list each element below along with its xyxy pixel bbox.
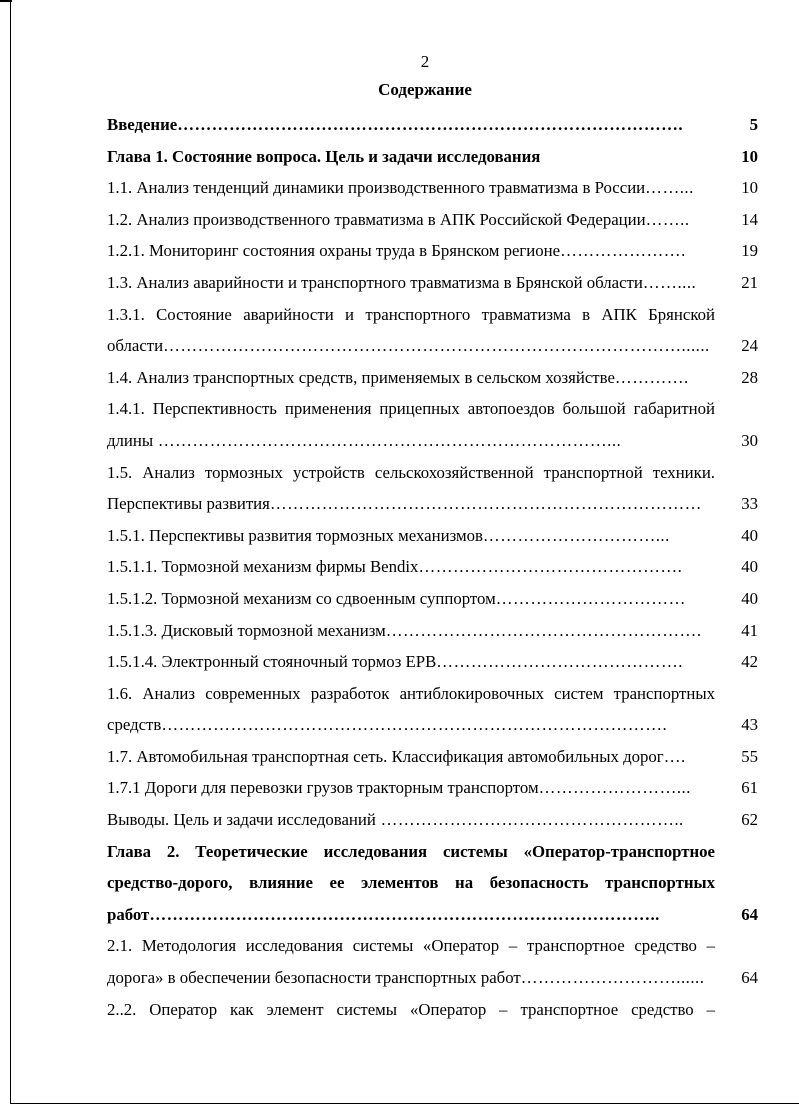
toc-entry-text: 1.5.1.2. Тормозной механизм со сдвоенным суппортом xyxy=(107,588,496,608)
toc-leader-dots: ……………………………………………………………………... xyxy=(153,430,622,450)
toc-entry xyxy=(107,205,758,237)
toc-leader-dots: …………………. xyxy=(560,241,686,261)
toc-entry-text: 1.5.1.3. Дисковый тормозной механизм xyxy=(107,620,386,640)
toc-entry-line xyxy=(107,684,715,704)
toc-entry-text: средств xyxy=(107,715,162,735)
toc-entry-line xyxy=(107,241,715,261)
toc-page-number: 10 xyxy=(741,146,758,166)
toc-entry-text: Глава 1. Состояние вопроса. Цель и задачи исследования xyxy=(107,146,541,166)
toc-entry-text: 1.3. Анализ аварийности и транспортного травматизма в Брянской области xyxy=(107,272,643,292)
toc-entry-text: длины xyxy=(107,430,154,450)
toc-entry-text: 1.4.1. Перспективность применения прицепных автопоездов большой габаритной xyxy=(107,399,715,419)
frame-left-border xyxy=(10,0,11,1104)
toc-page-number: 42 xyxy=(741,652,758,672)
toc-page-number: 41 xyxy=(741,620,758,640)
toc-entry xyxy=(107,268,758,300)
toc-entry xyxy=(107,742,758,774)
toc-entry-text: Выводы. Цель и задачи исследований xyxy=(107,810,376,830)
toc-entry xyxy=(107,837,758,869)
toc-entry-line xyxy=(107,873,715,893)
toc-entry-line xyxy=(107,273,715,293)
toc-entry-line xyxy=(107,842,715,862)
toc-entry-line xyxy=(107,589,715,609)
toc-entry-text: 1.1. Анализ тенденций динамики производственного травматизма в России xyxy=(107,178,646,198)
toc-page-number: 5 xyxy=(749,115,758,134)
toc-entry-line xyxy=(107,210,715,230)
toc-entry xyxy=(107,963,758,995)
toc-entry-line xyxy=(107,557,715,577)
toc-page-number: 33 xyxy=(741,494,758,514)
toc-entry xyxy=(107,552,758,584)
toc-leader-dots: ………………………………………………………………………………...... xyxy=(163,336,710,356)
toc-entry xyxy=(107,868,758,900)
toc-entry-line xyxy=(107,368,715,388)
toc-leader-dots: ………………………………………………. xyxy=(385,620,702,640)
page-number: 2 xyxy=(420,52,430,71)
toc-entry-text: 1.3.1. Состояние аварийности и транспортного травматизма в АПК Брянской xyxy=(107,304,715,324)
toc-page-number: 64 xyxy=(741,968,758,988)
toc-entry xyxy=(107,300,758,332)
toc-leader-dots: …. xyxy=(663,746,686,766)
toc-leader-dots: …….... xyxy=(642,272,697,292)
toc-entry-line xyxy=(107,810,715,830)
toc-entry xyxy=(107,363,758,395)
toc-entry xyxy=(107,679,758,711)
toc-entry-text: 1.5.1.4. Электронный стояночный тормоз EPB xyxy=(107,652,437,672)
toc-entry xyxy=(107,489,758,521)
toc-entry-line xyxy=(107,336,715,356)
toc-entry-text: 2.1. Методология исследования системы «Оператор – транспортное средство – xyxy=(107,936,715,956)
toc-entry-text: 1.7.1 Дороги для перевозки грузов тракторным транспортом xyxy=(107,778,539,798)
frame-bottom-border xyxy=(10,1103,799,1104)
toc-entry xyxy=(107,331,758,363)
toc-entry xyxy=(107,616,758,648)
toc-entry-text: 1.2.1. Мониторинг состояния охраны труда в Брянском регионе xyxy=(107,241,561,261)
toc-page-number: 64 xyxy=(741,904,758,924)
toc-entry-line xyxy=(107,621,715,641)
toc-leader-dots: …………………………………………………………………………….. xyxy=(149,904,660,924)
toc-entry-text: 1.4. Анализ транспортных средств, применяемых в сельском хозяйстве xyxy=(107,367,615,387)
toc-entry-line xyxy=(107,463,715,483)
toc-entry xyxy=(107,521,758,553)
toc-page-number: 61 xyxy=(741,778,758,798)
page-title: Содержание xyxy=(378,80,472,99)
toc-entry-line xyxy=(107,494,715,514)
toc-entry xyxy=(107,773,758,805)
toc-entry-line xyxy=(107,305,715,325)
toc-leader-dots: …………. xyxy=(614,367,689,387)
toc-page-number: 40 xyxy=(741,588,758,608)
toc-entry xyxy=(107,995,758,1027)
toc-leader-dots: …….. xyxy=(645,209,690,229)
toc-entry-line xyxy=(107,178,715,198)
toc-entry-line xyxy=(107,147,715,167)
toc-entry-line xyxy=(107,905,715,925)
toc-leader-dots: ………………………………………………………………… xyxy=(269,494,702,514)
toc-entry-text: средство-дорого, влияние ее элементов на безопасность транспортных xyxy=(107,873,715,893)
toc-entry-text: 1.5. Анализ тормозных устройств сельскохозяйственной транспортной техники. xyxy=(107,462,715,482)
toc-entry-line xyxy=(107,778,715,798)
toc-entry-text: Глава 2. Теоретические исследования системы «Оператор-транспортное xyxy=(107,841,715,861)
toc-entry-text: 1.7. Автомобильная транспортная сеть. Классификация автомобильных дорог xyxy=(107,746,664,766)
toc-entry-line xyxy=(107,936,715,956)
toc-entry xyxy=(107,584,758,616)
toc-entry-text: 1.2. Анализ производственного травматизма в АПК Российской Федерации xyxy=(107,209,646,229)
toc-leader-dots: ………………………………………. xyxy=(418,557,683,577)
toc-leader-dots: …………………………… xyxy=(495,588,686,608)
toc-entry-line xyxy=(107,968,715,988)
toc-entry xyxy=(107,394,758,426)
toc-page-number: 14 xyxy=(741,209,758,229)
toc-leader-dots: …………………………………………….. xyxy=(375,810,684,830)
toc-leader-dots: ………………………...... xyxy=(520,968,705,988)
toc-entry-line xyxy=(107,652,715,672)
toc-entry-line xyxy=(107,747,715,767)
toc-leader-dots: …………………………... xyxy=(482,525,670,545)
table-of-contents xyxy=(107,110,758,1026)
toc-leader-dots: ……………………... xyxy=(538,778,691,798)
toc-entry-line xyxy=(107,399,715,419)
toc-entry xyxy=(107,142,758,174)
toc-entry xyxy=(107,710,758,742)
toc-page-number: 19 xyxy=(741,241,758,261)
toc-entry xyxy=(107,458,758,490)
toc-entry xyxy=(107,173,758,205)
toc-entry-text: Перспективы развития xyxy=(107,494,270,514)
toc-leader-dots: ……... xyxy=(645,178,694,198)
toc-page-number: 62 xyxy=(741,810,758,830)
toc-entry-text: Введение xyxy=(107,115,178,134)
toc-entry-text: 1.5.1.1. Тормозной механизм фирмы Bendix xyxy=(107,557,419,577)
toc-entry-line xyxy=(107,526,715,546)
toc-entry-text: 1.5.1. Перспективы развития тормозных механизмов xyxy=(107,525,483,545)
toc-page-number: 28 xyxy=(741,367,758,387)
toc-leader-dots: ……………………………………………………………………………. xyxy=(161,715,668,735)
toc-entry-line xyxy=(107,715,715,735)
toc-page-number: 55 xyxy=(741,746,758,766)
toc-entry xyxy=(107,426,758,458)
toc-entry-text: дорога» в обеспечении безопасности транспортных работ xyxy=(107,968,521,988)
toc-page-number: 43 xyxy=(741,715,758,735)
toc-entry-text: 2..2. Оператор как элемент системы «Оператор – транспортное средство – xyxy=(107,999,715,1019)
toc-page-number: 24 xyxy=(741,336,758,356)
toc-entry xyxy=(107,900,758,932)
toc-page-number: 10 xyxy=(741,178,758,198)
toc-page-number: 40 xyxy=(741,525,758,545)
toc-entry xyxy=(107,236,758,268)
toc-entry xyxy=(107,647,758,679)
toc-page-number: 40 xyxy=(741,557,758,577)
toc-entry xyxy=(107,110,758,142)
toc-leader-dots: ……………………………………. xyxy=(436,652,683,672)
toc-entry xyxy=(107,805,758,837)
toc-entry-text: 1.6. Анализ современных разработок антиблокировочных систем транспортных xyxy=(107,683,715,703)
toc-entry-text: работ xyxy=(107,904,150,924)
toc-entry xyxy=(107,931,758,963)
toc-page-number: 30 xyxy=(741,430,758,450)
toc-entry-line xyxy=(107,115,715,135)
toc-leader-dots: ……………………………………………………………………………. xyxy=(177,115,684,134)
toc-page-number: 21 xyxy=(741,272,758,292)
toc-entry-line xyxy=(107,1000,715,1020)
toc-entry-line xyxy=(107,431,715,451)
toc-entry-text: области xyxy=(107,336,164,356)
